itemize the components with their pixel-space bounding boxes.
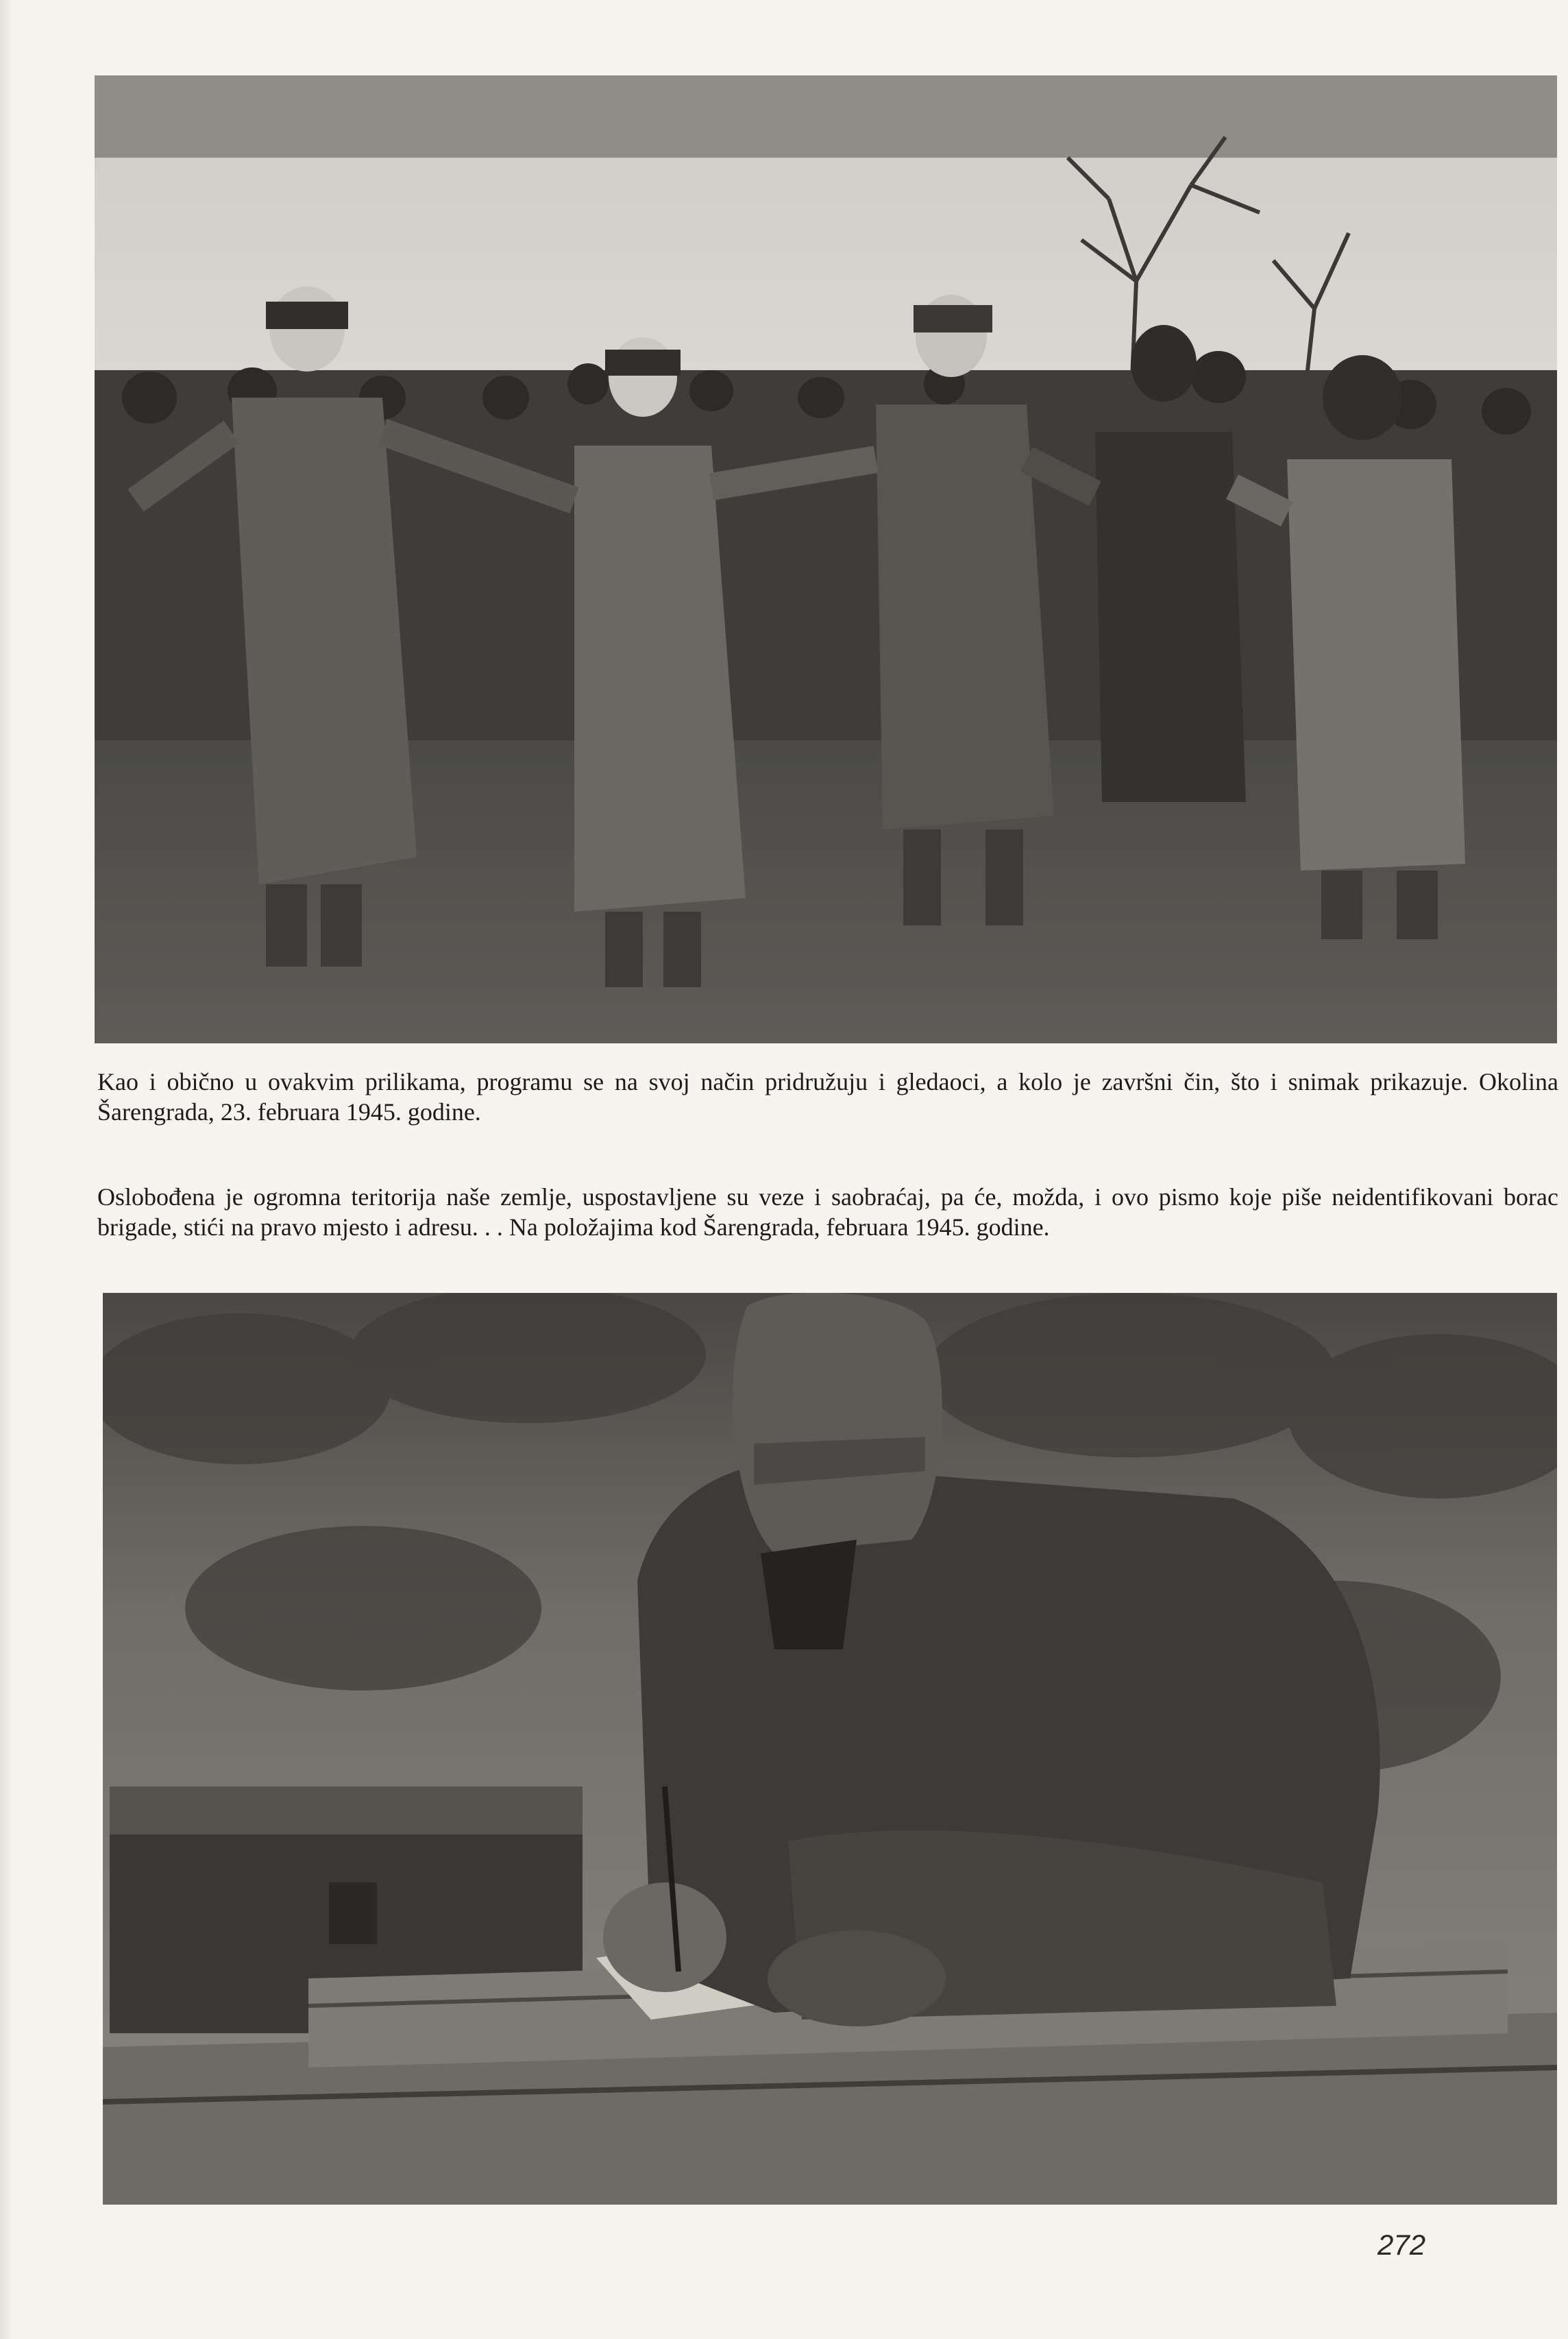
caption-kolo-dance: Kao i obično u ovakvim prilikama, programu se na svoj način pridružuju i gledaoci, a kolo je završni čin, što i snimak prikazuje. Okolina Šarengrada, 23. februara 1945. godine. (97, 1068, 1558, 1126)
photo-kolo-dance-image (95, 75, 1557, 1043)
caption-soldier-letter: Oslobođena je ogromna teritorija naše zemlje, uspostavljene su veze i saobraćaj, pa će, možda, i ovo pismo koje piše neidentifikovani borac brigade, stići na pravo mjesto i adresu. . . Na položajima kod Šarengrada, februara 1945. godine. (97, 1183, 1558, 1241)
photo-soldier-writing-image (103, 1293, 1557, 2205)
photo-soldier-writing (103, 1293, 1557, 2205)
photo-kolo-dance (95, 75, 1557, 1043)
page-number: 272 (1377, 2229, 1426, 2261)
page-edge (0, 0, 12, 2339)
